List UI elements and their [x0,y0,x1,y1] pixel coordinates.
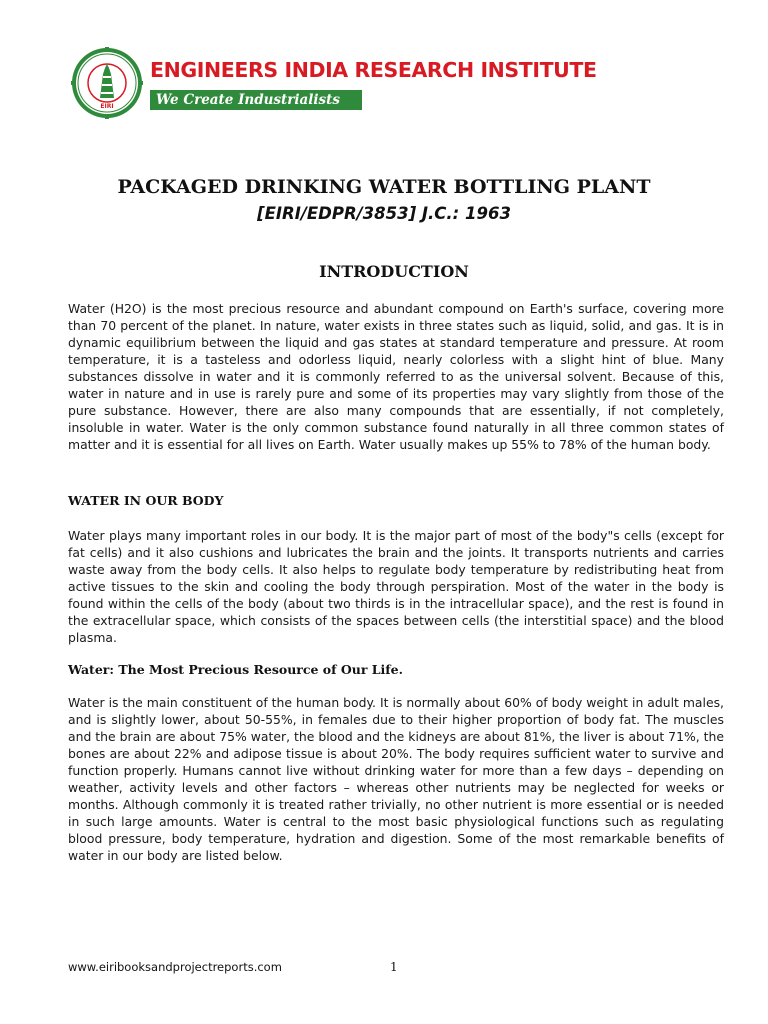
footer-website-url: www.eiribooksandprojectreports.com [68,960,282,974]
svg-text:EIRI: EIRI [100,103,114,110]
introduction-paragraph: Water (H2O) is the most precious resource and abundant compound on Earth's surface, covering more than 70 percent of the planet. In nature, water exists in three states such as liquid, solid, and gas. It is in dynamic equilibrium between the liquid and gas states at standard temperature and pressure. At room temperature, it is a tasteless and odorless liquid, nearly colorless with a slight hint of blue. Many substances dissolve in water and it is commonly referred to as the universal solvent. Because of this, water in nature and in use is rarely pure and some of its properties may vary slightly from those of the pure substance. However, there are also many compounds that are essentially, if not completely, insoluble in water. Water is the only common substance found naturally in all three common states of matter and it is essential for all lives on Earth. Water usually makes up 55% to 78% of the human body. [68,301,724,452]
water-in-body-paragraph: Water plays many important roles in our body. It is the major part of most of the body"s cells (except for fat cells) and it also cushions and lubricates the brain and the joints. It transports nutrients and carries waste away from the body cells. It also helps to regulate body temperature by redistributing heat from active tissues to the skin and cooling the body through perspiration. Most of the water in the body is found within the cells of the body (about two thirds is in the intracellular space), and the rest is found in the extracellular space, which consists of the spaces between cells (the interstitial space) and the blood plasma. [68,528,724,645]
introduction-heading: INTRODUCTION [319,262,469,281]
document-code: [EIRI/EDPR/3853] J.C.: 1963 [257,204,511,223]
document-title: PACKAGED DRINKING WATER BOTTLING PLANT [117,176,651,198]
organization-name: ENGINEERS INDIA RESEARCH INSTITUTE [150,58,597,82]
institute-seal-logo [70,46,144,120]
section-heading-precious-resource: Water: The Most Precious Resource of Our Life. [68,662,403,677]
precious-resource-paragraph: Water is the main constituent of the human body. It is normally about 60% of body weight in adult males, and is slightly lower, about 50-55%, in females due to their higher proportion of body fat. The muscles and the brain are about 75% water, the blood and the kidneys are about 81%, the liver is about 71%, the bones are about 22% and adipose tissue is about 20%. The body requires sufficient water to survive and function properly. Humans cannot live without drinking water for more than a few days – depending on weather, activity levels and other factors – whereas other nutrients may be neglected for weeks or months. Although commonly it is treated rather trivially, no other nutrient is more essential or is needed in such large amounts. Water is central to the most basic physiological functions such as regulating blood pressure, body temperature, hydration and digestion. Some of the most remarkable benefits of water in our body are listed below. [68,695,724,863]
organization-tagline: We Create Industrialists [150,90,362,110]
section-heading-water-in-our-body: WATER IN OUR BODY [68,493,224,508]
footer-page-number: 1 [390,960,398,974]
letterhead [70,44,597,124]
